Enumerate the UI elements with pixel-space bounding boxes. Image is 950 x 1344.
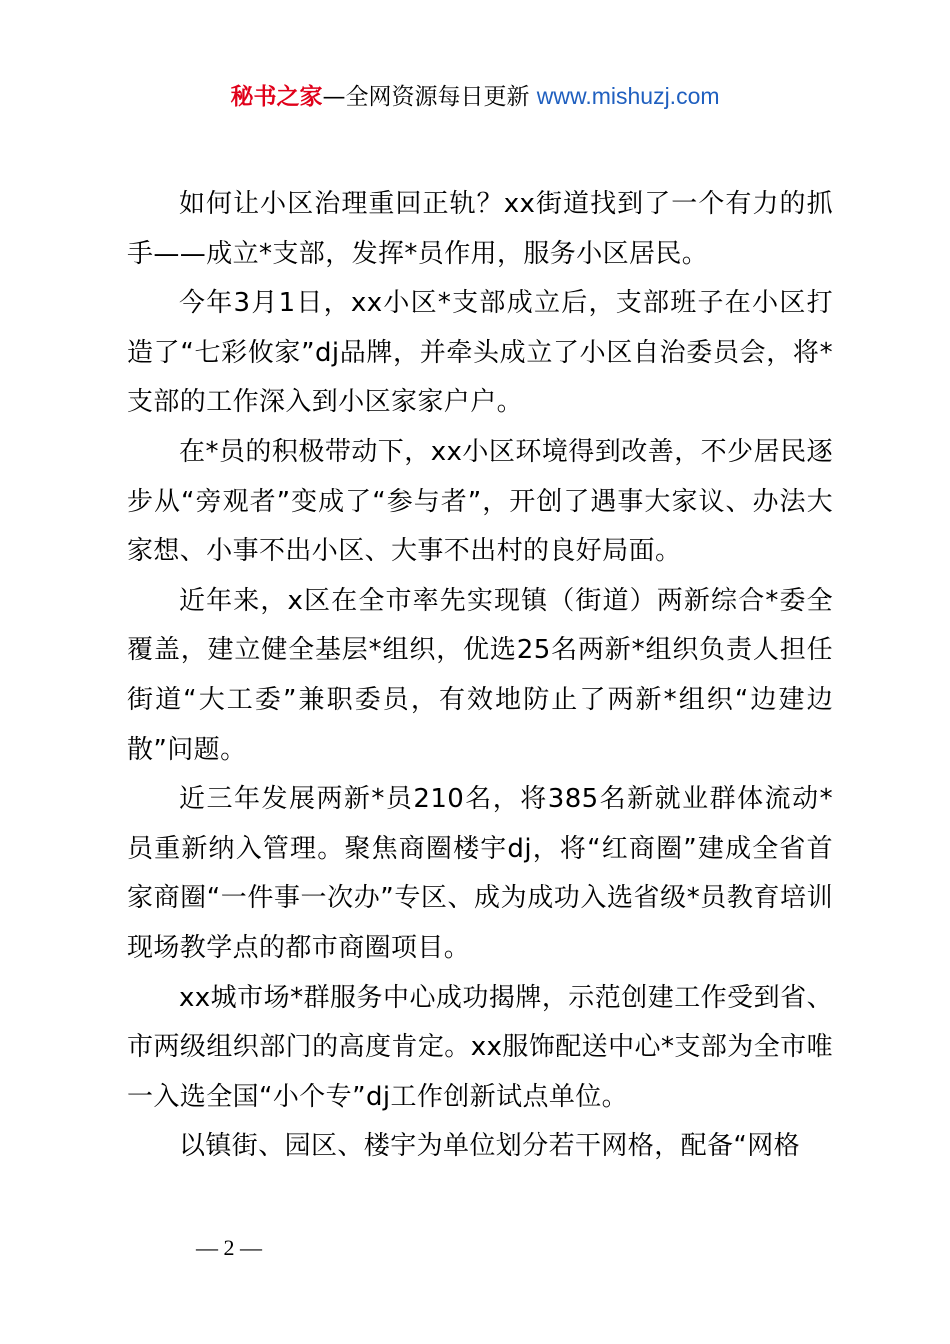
paragraph-3: 在*员的积极带动下，xx小区环境得到改善，不少居民逐步从“旁观者”变成了“参与者”，开创了遇事大家议、办法大家想、小事不出小区、大事不出村的良好局面。: [127, 436, 833, 567]
paragraph-1: 如何让小区治理重回正轨？xx街道找到了一个有力的抓手——成立*支部，发挥*员作用，服务小区居民。: [127, 189, 833, 269]
paragraph-6: xx城市场*群服务中心成功揭牌，示范创建工作受到省、市两级组织部门的高度肯定。xx服饰配送中心*支部为全市唯一入选全国“小个专”dj工作创新试点单位。: [127, 982, 833, 1112]
brand-name: 秘书之家: [230, 84, 323, 110]
document-body: [127, 180, 833, 1172]
page-number: — 2 —: [196, 1235, 262, 1260]
site-url-link[interactable]: www.mishuzj.com: [536, 83, 720, 109]
paragraph-5: 近三年发展两新*员210名，将385名新就业群体流动*员重新纳入管理。聚焦商圈楼宇dj，将“红商圈”建成全省首家商圈“一件事一次办”专区、成为成功入选省级*员教育培训现场教学点的都市商圈项目。: [127, 784, 833, 963]
header-tagline: —全网资源每日更新: [322, 84, 537, 110]
paragraph-4: 近年来，x区在全市率先实现镇（街道）两新综合*委全覆盖，建立健全基层*组织，优选25名两新*组织负责人担任街道“大工委”兼职委员，有效地防止了两新*组织“边建边散”问题。: [127, 585, 833, 765]
paragraph-2: 今年3月1日，xx小区*支部成立后，支部班子在小区打造了“七彩攸家”dj品牌，并牵头成立了小区自治委员会，将*支部的工作深入到小区家家户户。: [127, 288, 833, 418]
site-header: [0, 78, 950, 115]
paragraph-7: 以镇街、园区、楼宇为单位划分若干网格，配备“网格: [179, 1131, 801, 1162]
